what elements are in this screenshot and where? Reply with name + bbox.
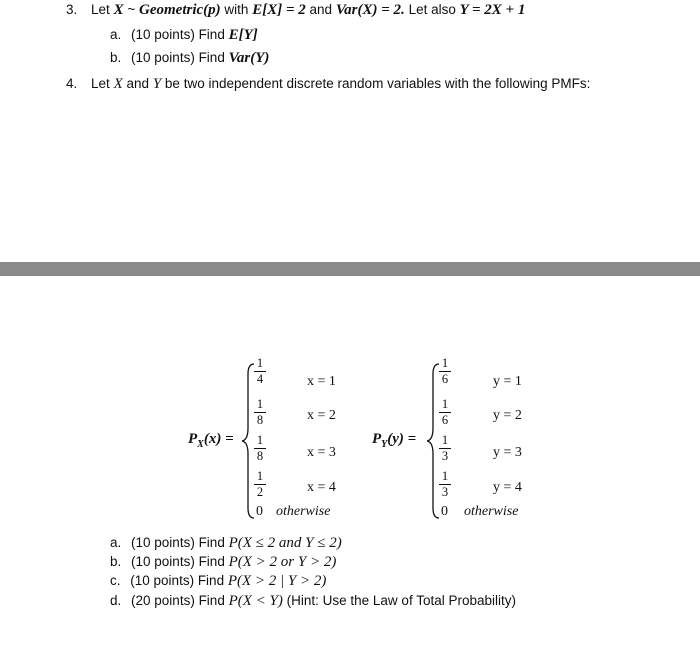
pmf-y-arg: (y) = xyxy=(387,431,417,447)
text-and: and xyxy=(309,2,333,17)
math-var-y: Y xyxy=(152,76,162,92)
pmf-y-frac-2 xyxy=(439,398,451,427)
part-text: (10 points) Find xyxy=(131,535,225,550)
frac-den: 6 xyxy=(441,372,449,386)
part-math: P(X > 2 or Y > 2) xyxy=(228,554,337,570)
pmf-y-label xyxy=(372,431,416,450)
part-text: (10 points) Find xyxy=(131,554,225,569)
part-text: (10 points) Find xyxy=(131,50,225,65)
frac-num: 1 xyxy=(256,469,264,483)
frac-den: 8 xyxy=(256,449,264,463)
question-text-a: Let xyxy=(91,76,110,91)
text-let-also: Let also xyxy=(408,2,456,17)
math-expectation: E[X] = 2 xyxy=(252,2,306,18)
frac-num: 1 xyxy=(441,469,449,483)
part-label: c. xyxy=(110,573,121,588)
part-label: b. xyxy=(110,554,122,569)
pmf-y-cond-3: y = 3 xyxy=(493,445,522,460)
pmf-x-cond-2: x = 2 xyxy=(307,408,336,423)
frac-den: 6 xyxy=(441,413,449,427)
frac-num: 1 xyxy=(256,433,264,447)
math-variance: Var(X) = 2. xyxy=(335,2,405,18)
math-geometric: Geometric(p) xyxy=(139,2,221,18)
pmf-x-otherwise: otherwise xyxy=(276,504,331,519)
text-and: and xyxy=(126,76,150,91)
pmf-x-frac-4 xyxy=(254,470,266,499)
pmf-y-frac-1 xyxy=(439,357,451,386)
pmf-x-p: P xyxy=(188,431,198,447)
pmf-x-cond-1: x = 1 xyxy=(307,374,336,389)
part-hint: (Hint: Use the Law of Total Probability) xyxy=(286,593,516,608)
part-math: P(X > 2 | Y > 2) xyxy=(227,573,327,589)
pmf-x-frac-1 xyxy=(254,357,266,386)
pmf-x-label xyxy=(188,431,234,450)
frac-den: 2 xyxy=(256,485,264,499)
question-number: 4. xyxy=(66,76,78,91)
question-lead: Let xyxy=(91,2,110,17)
frac-den: 4 xyxy=(256,372,264,386)
question-4b xyxy=(110,554,336,571)
question-text-b: be two independent discrete random variables with the following PMFs: xyxy=(164,76,591,91)
frac-num: 1 xyxy=(256,356,264,370)
part-text: (20 points) Find xyxy=(131,593,225,608)
part-label: b. xyxy=(110,50,122,65)
part-label: a. xyxy=(110,535,122,550)
pmf-x-frac-3 xyxy=(254,434,266,463)
part-label: a. xyxy=(110,27,122,42)
frac-num: 1 xyxy=(256,397,264,411)
page-divider xyxy=(0,262,700,276)
part-math: E[Y] xyxy=(228,27,258,43)
part-math: Var(Y) xyxy=(228,50,270,66)
pmf-x-cond-3: x = 3 xyxy=(307,445,336,460)
pmf-x-frac-2 xyxy=(254,398,266,427)
frac-num: 1 xyxy=(441,397,449,411)
question-4a xyxy=(110,535,342,552)
frac-den: 3 xyxy=(441,485,449,499)
math-y-def: Y = 2X + 1 xyxy=(459,2,526,18)
question-4c xyxy=(110,573,326,590)
frac-den: 3 xyxy=(441,449,449,463)
pmf-y-frac-3 xyxy=(439,434,451,463)
frac-num: 1 xyxy=(441,356,449,370)
pmf-y-sub: Y xyxy=(381,439,388,450)
part-math: P(X < Y) xyxy=(228,593,283,609)
pmf-y-cond-4: y = 4 xyxy=(493,480,522,495)
pmf-y-zero: 0 xyxy=(441,504,448,519)
pmf-y-p: P xyxy=(372,431,382,447)
part-math: P(X ≤ 2 and Y ≤ 2) xyxy=(228,535,342,551)
pmf-x-sub: X xyxy=(197,439,204,450)
question-3 xyxy=(66,2,525,19)
frac-den: 8 xyxy=(256,413,264,427)
math-sim: ~ xyxy=(127,2,136,17)
question-number: 3. xyxy=(66,2,78,17)
pmf-y-cond-1: y = 1 xyxy=(493,374,522,389)
question-3b xyxy=(110,50,269,67)
pmf-x-cond-4: x = 4 xyxy=(307,480,336,495)
pmf-y-otherwise: otherwise xyxy=(464,504,519,519)
pmf-y-cond-2: y = 2 xyxy=(493,408,522,423)
math-var-x: X xyxy=(113,2,124,18)
part-text: (10 points) Find xyxy=(131,27,225,42)
pmf-x-zero: 0 xyxy=(256,504,263,519)
math-var-x: X xyxy=(113,76,123,92)
question-3a xyxy=(110,27,258,44)
frac-num: 1 xyxy=(441,433,449,447)
question-4d xyxy=(110,593,516,610)
pmf-y-frac-4 xyxy=(439,470,451,499)
pmf-x-arg: (x) = xyxy=(203,431,234,447)
part-label: d. xyxy=(110,593,122,608)
text-with: with xyxy=(224,2,249,17)
question-4 xyxy=(66,76,590,93)
part-text: (10 points) Find xyxy=(130,573,225,588)
